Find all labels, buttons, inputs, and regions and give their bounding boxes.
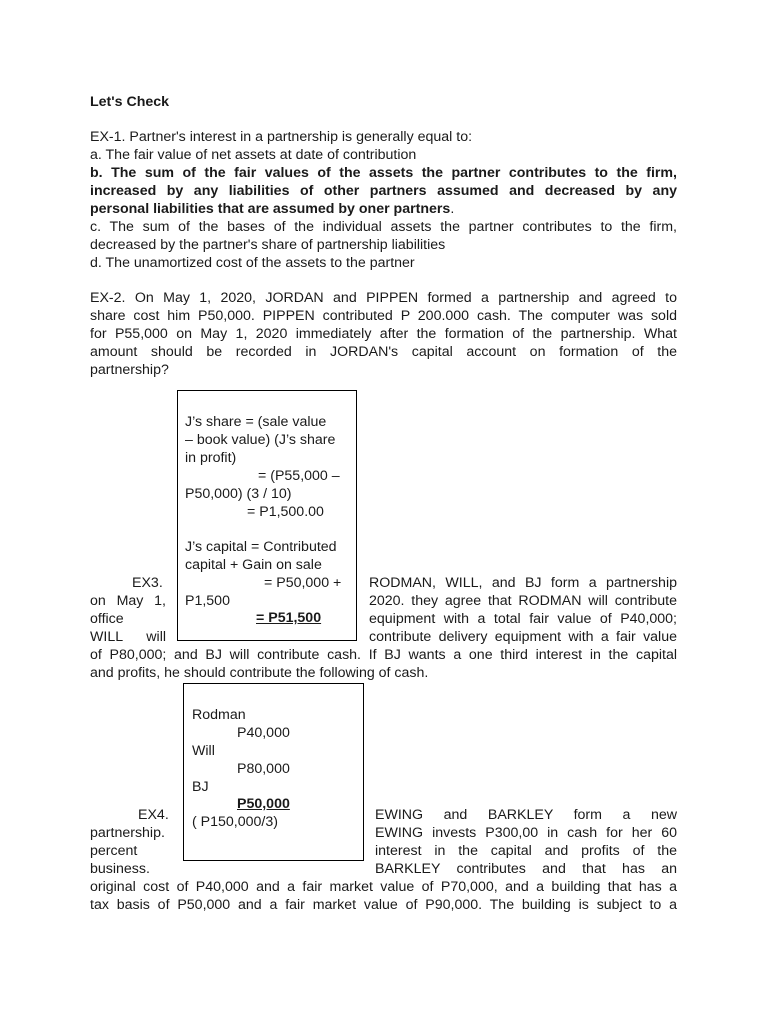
calc-line: J’s share = (sale value <box>185 414 327 430</box>
ex4-left-line: percent <box>90 843 138 859</box>
ex2-line: EX-2. On May 1, 2020, JORDAN and PIPPEN formed a partnership and agreed to <box>90 290 677 306</box>
ex1-option-b-period: . <box>450 201 455 217</box>
ex3-right-line: RODMAN, WILL, and BJ form a partnership <box>369 575 677 591</box>
ex1-option-b-line: b. The sum of the fair values of the assets the partner contributes to the firm, <box>90 165 677 181</box>
ex3-left-line: WILL will <box>90 629 166 645</box>
calc-line: = (P55,000 – <box>258 468 340 484</box>
jordan-capital-result: = P51,500 <box>256 610 322 626</box>
ex4-right-line: EWING invests P300,00 in cash for her 60 <box>375 825 677 841</box>
calc-line: J’s capital = Contributed <box>185 539 337 555</box>
ex4-full-line: tax basis of P50,000 and a fair market value of P90,000. The building is subject to a <box>90 897 677 913</box>
calc-line: P50,000) (3 / 10) <box>185 486 292 502</box>
ex4-right-line: EWING and BARKLEY form a new <box>375 807 677 823</box>
ex1-option-b-last <box>90 201 454 219</box>
ex2-line: for P55,000 on May 1, 2020 immediately after the formation of the partnership. What <box>90 326 677 342</box>
ex3-right-line: equipment with a total fair value of P40,000; <box>369 611 677 627</box>
calc-line: P1,500 <box>185 593 230 609</box>
calc-line: BJ <box>192 779 209 795</box>
calc-line: ( P150,000/3) <box>192 814 278 830</box>
ex4-full-line: original cost of P40,000 and a fair market value of P70,000, and a building that has a <box>90 879 677 895</box>
ex4-left-line: business. <box>90 861 150 877</box>
bj-calculation-box <box>183 683 364 861</box>
ex2-line: amount should be recorded in JORDAN's capital account on formation of the <box>90 344 677 360</box>
ex1-option-b-line: personal liabilities that are assumed by oner partners <box>90 201 451 217</box>
ex2-line: share cost him P50,000. PIPPEN contributed P 200.000 cash. The computer was sold <box>90 308 677 324</box>
bj-contribution-result: P50,000 <box>237 796 290 812</box>
ex2-line: partnership? <box>90 362 169 378</box>
ex3-left-line: office <box>90 611 124 627</box>
ex1-option-d: d. The unamortized cost of the assets to the partner <box>90 255 415 271</box>
ex1-option-a: a. The fair value of net assets at date of contribution <box>90 147 417 163</box>
ex4-right-line: interest in the capital and profits of the <box>375 843 677 859</box>
calc-line: Will <box>192 743 215 759</box>
ex1-question: EX-1. Partner's interest in a partnership is generally equal to: <box>90 129 473 145</box>
ex4-left-line: EX4. <box>138 807 169 823</box>
calc-line: P40,000 <box>237 725 290 741</box>
jordan-calculation-box <box>177 390 357 641</box>
ex1-option-b-line: increased by any liabilities of other partners assumed and decreased by any <box>90 183 677 199</box>
ex3-right-line: 2020. they agree that RODMAN will contribute <box>369 593 677 609</box>
calc-line: in profit) <box>185 450 237 466</box>
calc-line: = P1,500.00 <box>247 504 324 520</box>
ex3-full-line: of P80,000; and BJ will contribute cash. If BJ wants a one third interest in the capital <box>90 647 677 663</box>
ex3-full-line: and profits, he should contribute the following of cash. <box>90 665 429 681</box>
calc-line: capital + Gain on sale <box>185 557 322 573</box>
calc-line: P80,000 <box>237 761 290 777</box>
ex3-left-line: EX3. <box>132 575 163 591</box>
ex4-left-line: partnership. <box>90 825 165 841</box>
ex1-option-c-line: c. The sum of the bases of the individual assets the partner contributes to the firm, <box>90 219 677 235</box>
ex4-right-line: BARKLEY contributes and that has an <box>375 861 677 877</box>
ex3-right-line: contribute delivery equipment with a fair value <box>369 629 677 645</box>
calc-line: Rodman <box>192 707 246 723</box>
ex3-left-line: on May 1, <box>90 593 166 609</box>
page-title: Let's Check <box>90 94 170 110</box>
calc-line: = P50,000 + <box>264 575 342 591</box>
ex1-option-c-line: decreased by the partner's share of partnership liabilities <box>90 237 446 253</box>
calc-line: – book value) (J’s share <box>185 432 336 448</box>
